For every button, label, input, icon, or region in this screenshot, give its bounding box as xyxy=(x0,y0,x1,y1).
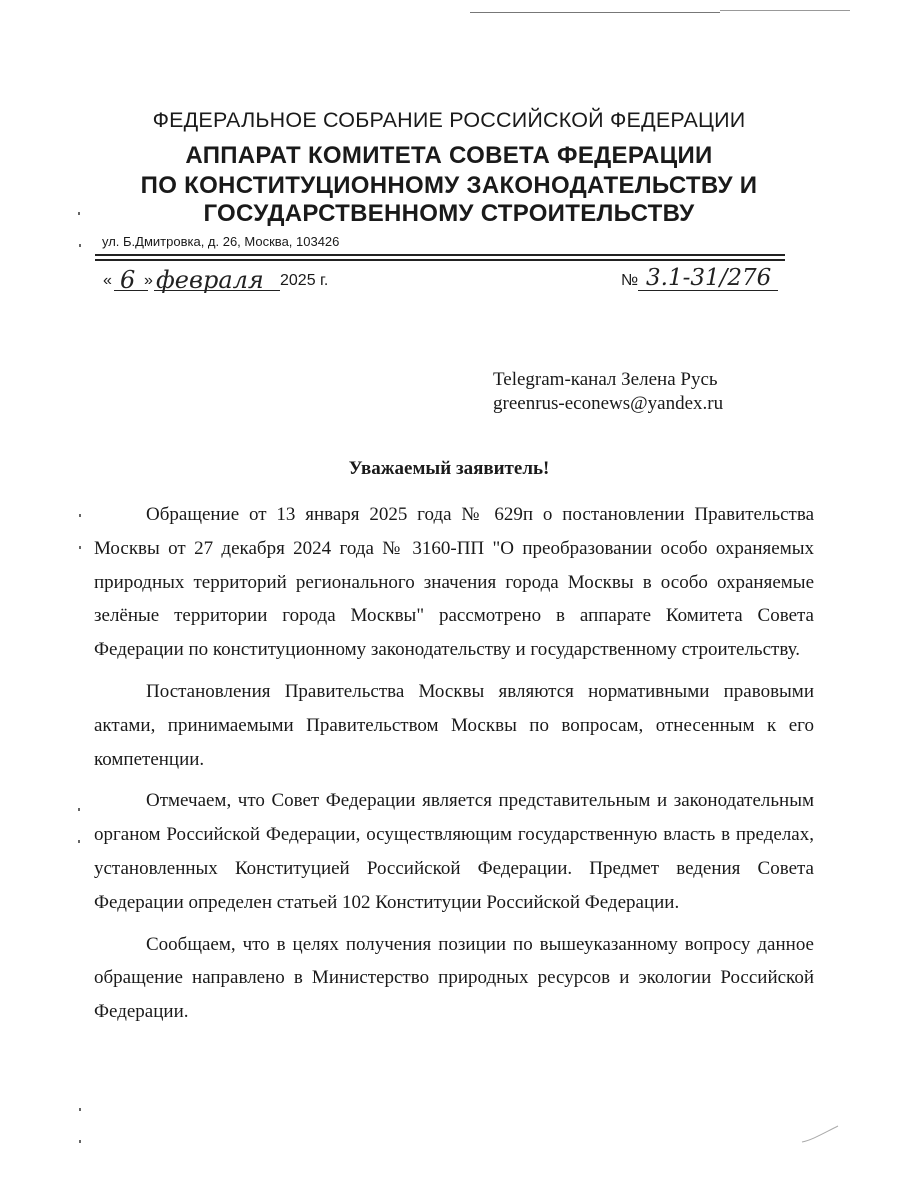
scan-artifact-dot xyxy=(79,244,81,247)
scan-artifact-dot xyxy=(79,514,81,517)
scan-artifact-line xyxy=(720,10,850,11)
scan-artifact-dot xyxy=(79,1108,81,1111)
date-close-quote: » xyxy=(144,272,153,289)
scan-artifact-dot xyxy=(78,840,80,843)
number-label: № xyxy=(621,272,639,289)
scan-artifact-dot xyxy=(79,1140,81,1143)
body-paragraph: Обращение от 13 января 2025 года № 629п о постановлении Правительства Москвы от 27 декабря 2024 года № 3160-ПП "О преобразовании особо охраняемых природных территорий регионального значения города Москвы в особо охраняемые зелёные территории города Москвы" рассмотрено в аппарате Комитета Совета Федерации по конституционному законодательству и государственному строительству. xyxy=(94,504,814,661)
letterhead-rule-top xyxy=(95,254,785,256)
scan-artifact-dot xyxy=(79,546,81,549)
recipient-name: Telegram-канал Зелена Русь xyxy=(493,369,718,390)
scan-artifact-line xyxy=(470,12,720,13)
org-address: ул. Б.Дмитровка, д. 26, Москва, 103426 xyxy=(102,234,340,249)
body-paragraph: Сообщаем, что в целях получения позиции по вышеуказанному вопросу данное обращение направлено в Министерство природных ресурсов и экологии Российской Федерации. xyxy=(94,933,814,1023)
pen-mark xyxy=(800,1120,845,1150)
parliament-title: ФЕДЕРАЛЬНОЕ СОБРАНИЕ РОССИЙСКОЙ ФЕДЕРАЦИИ xyxy=(152,108,746,132)
body-paragraph: Отмечаем, что Совет Федерации является представительным и законодательным органом Российской Федерации, осуществляющим государственную власть в пределах, установленных Конституцией Российской Федерации. Предмет ведения Совета Федерации определен статьей 102 Конституции Российской Федерации. xyxy=(94,790,814,913)
date-year: 2025 г. xyxy=(280,272,329,289)
org-title-line-3: ГОСУДАРСТВЕННОМУ СТРОИТЕЛЬСТВУ xyxy=(203,200,695,227)
scan-artifact-dot xyxy=(78,808,80,811)
body-paragraph: Постановления Правительства Москвы являются нормативными правовыми актами, принимаемыми Правительством Москвы по вопросам, отнесенным к его компетенции. xyxy=(94,680,814,770)
letterhead-rule-bottom xyxy=(95,259,785,261)
document-number-handwritten: 3.1-31/276 xyxy=(646,265,772,291)
date-day-handwritten: 6 xyxy=(120,266,136,294)
letter-body xyxy=(94,498,814,1037)
org-title-line-2: ПО КОНСТИТУЦИОННОМУ ЗАКОНОДАТЕЛЬСТВУ И xyxy=(140,172,758,199)
org-title-line-1: АППАРАТ КОМИТЕТА СОВЕТА ФЕДЕРАЦИИ xyxy=(185,142,713,169)
date-open-quote: « xyxy=(103,272,112,289)
date-month-handwritten: февраля xyxy=(156,266,264,294)
salutation: Уважаемый заявитель! xyxy=(348,458,550,479)
recipient-email: greenrus-econews@yandex.ru xyxy=(493,393,724,414)
recipient-block xyxy=(493,368,723,416)
